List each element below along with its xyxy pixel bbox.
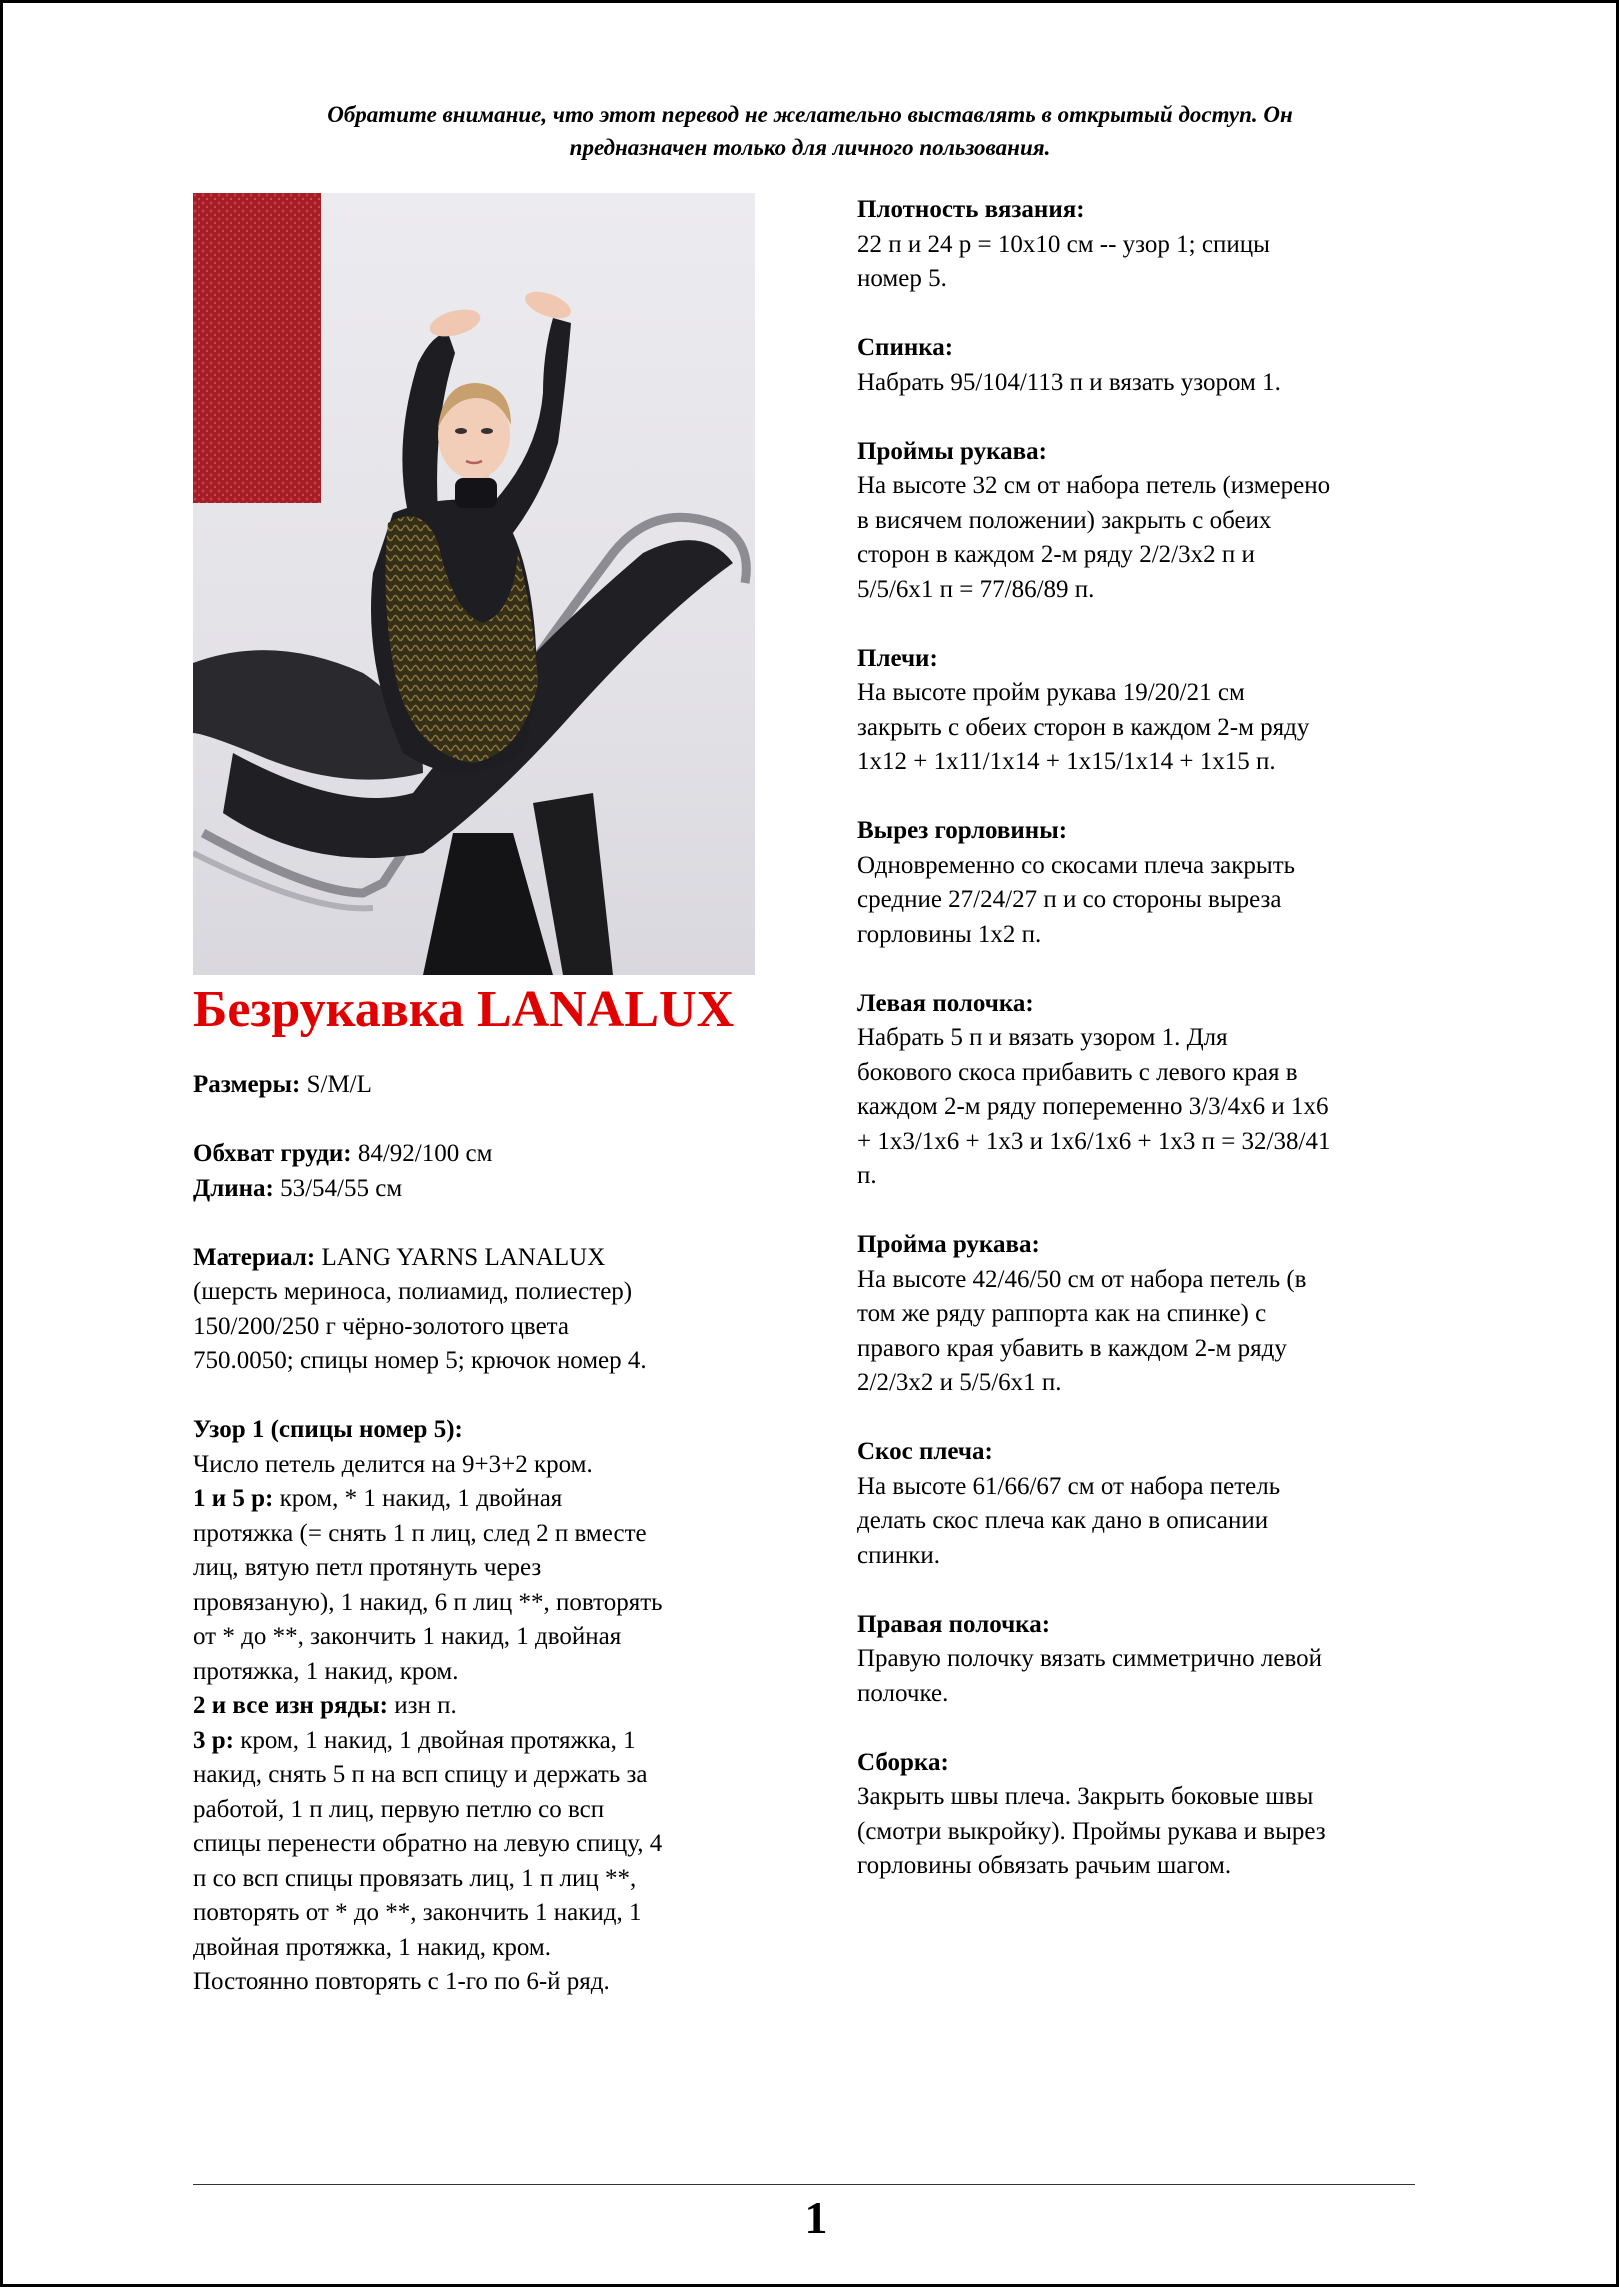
material-text: 750.0050; спицы номер 5; крючок номер 4. xyxy=(193,1347,647,1374)
section-text: На высоте 32 см от набора петель (измерено xyxy=(857,472,1331,499)
section-text: Закрыть швы плеча. Закрыть боковые швы xyxy=(857,1783,1314,1810)
pattern-text: протяжка, 1 накид, кром. xyxy=(193,1657,459,1685)
material-text: (шерсть мериноса, полиамид, полиестер) xyxy=(193,1278,633,1305)
right-column xyxy=(857,193,1437,1918)
pattern-text: накид, снять 5 п на всп спицу и держать за xyxy=(193,1761,648,1788)
pattern-text: Постоянно повторять с 1-го по 6-й ряд. xyxy=(193,1968,610,1995)
chest-label: Обхват груди: xyxy=(193,1140,352,1167)
section-heading: Плечи: xyxy=(857,644,938,672)
pattern-text: повторять от * до **, закончить 1 накид, 1 xyxy=(193,1899,642,1926)
section-text: На высоте пройм рукава 19/20/21 см xyxy=(857,679,1245,706)
section-text: На высоте 42/46/50 см от набора петель (в xyxy=(857,1265,1307,1293)
pattern-text: п со всп спицы провязать лиц, 1 п лиц **, xyxy=(193,1864,637,1892)
pattern-text: Число петель делится на 9+3+2 кром. xyxy=(193,1450,593,1478)
section-heading: Пройма рукава: xyxy=(857,1231,1040,1258)
pattern-text: изн п. xyxy=(387,1692,457,1719)
pattern-text: кром, 1 накид, 1 двойная протяжка, 1 xyxy=(233,1726,636,1754)
section-text: каждом 2-м ряду попеременно 3/3/4х6 и 1х6 xyxy=(857,1093,1329,1120)
pattern-text: протяжка (= снять 1 п лиц, след 2 п вместе xyxy=(193,1519,647,1547)
chair-base xyxy=(423,833,553,975)
row-label: 3 р: xyxy=(193,1726,234,1754)
privacy-notice xyxy=(160,98,1460,164)
section-text: 2/2/3х2 и 5/5/6х1 п. xyxy=(857,1369,1062,1396)
pattern-title: Безрукавка LANALUX xyxy=(193,981,735,1038)
row-label: 2 и все изн ряды: xyxy=(193,1692,388,1719)
section-text: 5/5/6х1 п = 77/86/89 п. xyxy=(857,575,1095,603)
length-value: 53/54/55 см xyxy=(273,1174,403,1202)
section-text: 22 п и 24 р = 10х10 см -- узор 1; спицы xyxy=(857,230,1270,258)
section-text: Набрать 5 п и вязать узором 1. Для xyxy=(857,1024,1228,1051)
section-text: в висячем положении) закрыть с обеих xyxy=(857,506,1272,534)
chest-value: 84/92/100 см xyxy=(351,1140,493,1167)
section-text: п. xyxy=(857,1162,877,1189)
section-heading: Скос плеча: xyxy=(857,1438,993,1465)
section-text: На высоте 61/66/67 см от набора петель xyxy=(857,1472,1281,1500)
page-number: 1 xyxy=(804,2192,828,2243)
section-text: 1х12 + 1х11/1х14 + 1х15/1х14 + 1х15 п. xyxy=(857,748,1276,775)
section-heading: Правая полочка: xyxy=(857,1610,1051,1638)
pattern-text: двойная протяжка, 1 накид, кром. xyxy=(193,1933,551,1961)
assembly-section xyxy=(857,1746,1437,1884)
notice-line-1: Обратите внимание, что этот перевод не желательно выставлять в открытый доступ. Он xyxy=(327,102,1293,127)
material-label: Материал: xyxy=(193,1243,316,1271)
pattern-text: провязаную), 1 накид, 6 п лиц **, повторять xyxy=(193,1588,663,1616)
section-text: бокового скоса прибавить с левого края в xyxy=(857,1058,1298,1086)
measurements-section xyxy=(193,1137,793,1206)
section-text: + 1х3/1х6 + 1х3 и 1х6/1х6 + 1х3 п = 32/38/41 xyxy=(857,1127,1331,1155)
length-label: Длина: xyxy=(193,1174,274,1202)
section-text: полочке. xyxy=(857,1679,949,1707)
section-text: Одновременно со скосами плеча закрыть xyxy=(857,851,1296,879)
section-text: номер 5. xyxy=(857,265,947,292)
section-text: Набрать 95/104/113 п и вязать узором 1. xyxy=(857,368,1281,396)
section-heading: Вырез горловины: xyxy=(857,817,1068,844)
sizes-value: S/M/L xyxy=(300,1071,372,1098)
notice-line-2: предназначен только для личного пользования. xyxy=(569,135,1051,160)
gauge-section xyxy=(857,193,1437,297)
section-text: горловины обвязать рачьим шагом. xyxy=(857,1852,1232,1879)
section-text: спинки. xyxy=(857,1541,941,1569)
left-column xyxy=(193,1068,793,2034)
section-heading: Левая полочка: xyxy=(857,989,1034,1017)
section-heading: Сборка: xyxy=(857,1748,949,1776)
section-text: (смотри выкройку). Проймы рукава и вырез xyxy=(857,1817,1326,1845)
material-text: 150/200/250 г чёрно-золотого цвета xyxy=(193,1312,570,1340)
material-section xyxy=(193,1241,793,1379)
shoulders-section xyxy=(857,642,1437,780)
section-heading: Спинка: xyxy=(857,334,954,361)
left-front-section xyxy=(857,987,1437,1194)
armholes-section xyxy=(857,435,1437,608)
model-photo xyxy=(193,193,755,975)
row-label: 1 и 5 р: xyxy=(193,1485,274,1512)
section-text: Правую полочку вязать симметрично левой xyxy=(857,1645,1323,1672)
sizes-label: Размеры: xyxy=(193,1071,301,1098)
section-text: делать скос плеча как дано в описании xyxy=(857,1507,1269,1534)
section-text: закрыть с обеих сторон в каждом 2-м ряду xyxy=(857,713,1310,741)
pattern-heading: Узор 1 (спицы номер 5): xyxy=(193,1416,463,1443)
model-photo-illustration xyxy=(193,193,755,975)
footer-divider xyxy=(193,2184,1415,2185)
section-heading: Проймы рукава: xyxy=(857,437,1047,465)
material-text: LANG YARNS LANALUX xyxy=(315,1243,606,1271)
neckline-section xyxy=(857,814,1437,952)
section-text: горловины 1х2 п. xyxy=(857,920,1042,948)
pattern-text: работой, 1 п лиц, первую петлю со всп xyxy=(193,1795,605,1823)
shoulder-slope-section xyxy=(857,1435,1437,1573)
right-hand xyxy=(522,286,575,323)
section-text: средние 27/24/27 п и со стороны выреза xyxy=(857,886,1282,913)
pattern-text: лиц, вятую петл протянуть через xyxy=(193,1554,542,1581)
pattern-text: от * до **, закончить 1 накид, 1 двойная xyxy=(193,1623,622,1650)
sizes-section xyxy=(193,1068,793,1103)
armhole-section xyxy=(857,1228,1437,1401)
pattern-text: кром, * 1 накид, 1 двойная xyxy=(273,1485,563,1512)
pattern-text: спицы перенести обратно на левую спицу, 4 xyxy=(193,1830,663,1857)
section-text: правого края убавить в каждом 2-м ряду xyxy=(857,1334,1287,1362)
section-text: сторон в каждом 2-м ряду 2/2/3х2 п и xyxy=(857,541,1255,568)
right-front-section xyxy=(857,1608,1437,1712)
section-heading: Плотность вязания: xyxy=(857,196,1085,223)
section-text: том же ряду раппорта как на спинке) с xyxy=(857,1300,1267,1327)
back-section xyxy=(857,331,1437,400)
left-hand xyxy=(427,305,483,342)
pattern-section xyxy=(193,1413,793,2000)
